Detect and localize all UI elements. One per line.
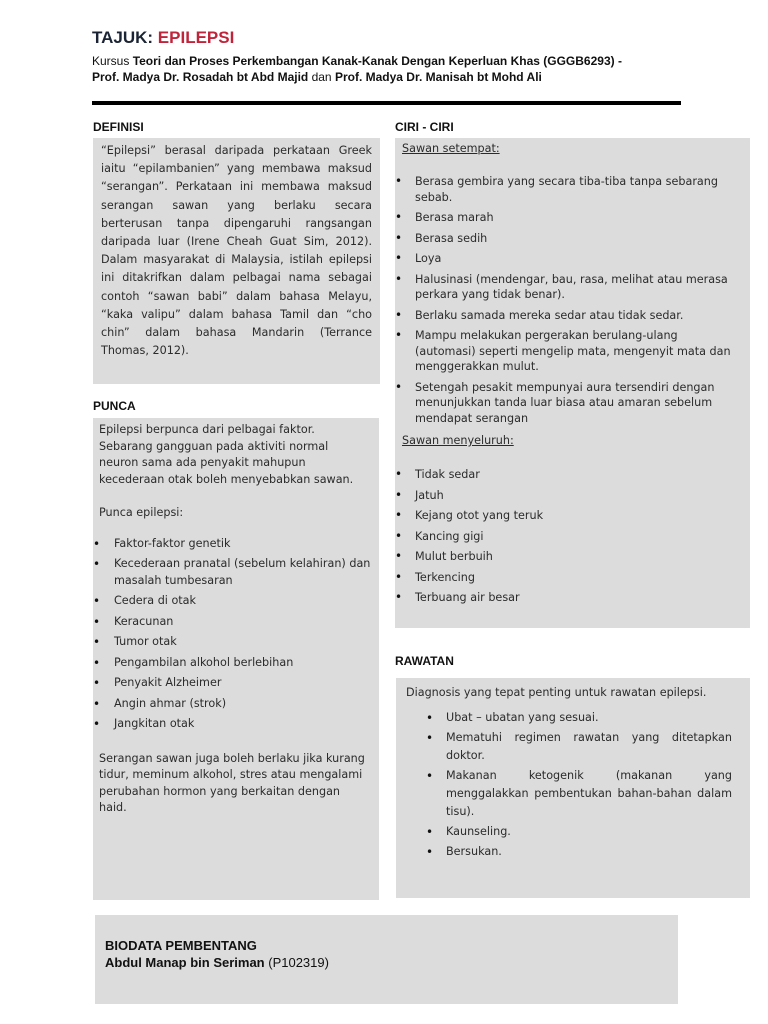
list-item: • Cedera di otak — [93, 593, 371, 610]
header-divider — [92, 101, 681, 105]
list-item: • Kejang otot yang teruk — [395, 508, 740, 524]
definisi-box — [93, 138, 380, 384]
list-item: • Berasa gembira yang secara tiba-tiba tanpa sebarang sebab. — [395, 174, 740, 205]
list-item: • Setengah pesakit mempunyai aura tersendiri dengan menunjukkan tanda luar biasa atau amaran sebelum mendapat serangan — [395, 380, 740, 427]
definisi-text: “Epilepsi” berasal daripada perkataan Greek iaitu “epilambanien” yang membawa maksud “serangan”. Perkataan ini membawa maksud serangan sawan yang berlaku secara berterusan tanpa dipengaruhi rangsangan daripada luar (Irene Cheah Guat Sim, 2012). Dalam masyarakat di Malaysia, istilah epilepsi ini ditakrifkan dalam pelbagai nama sebagai contoh “sawan babi” dalam bahasa Melayu, “kaka valipu” dalam bahasa Tamil dan “cho chin” dalam bahasa Mandarin (Terrance Thomas, 2012). — [101, 144, 372, 358]
list-item: • Halusinasi (mendengar, bau, rasa, melihat atau merasa perkara yang tidak benar). — [395, 272, 740, 303]
list-item: • Makanan ketogenik (makanan yang menggalakkan pembentukan bahan-bahan dalam tisu). — [426, 767, 732, 821]
sawan-menyeluruh-list — [401, 467, 740, 606]
list-item: • Mematuhi regimen rawatan yang ditetapkan doktor. — [426, 729, 732, 765]
list-item: • Mulut berbuih — [395, 549, 740, 565]
definisi-heading: DEFINISI — [93, 120, 144, 134]
list-item: • Berasa marah — [395, 210, 740, 226]
rawatan-list — [426, 709, 732, 861]
rawatan-heading: RAWATAN — [395, 654, 454, 668]
punca-closing: Serangan sawan juga boleh berlaku jika kurang tidur, meminum alkohol, stres atau mengalami perubahan hormon yang berkaitan dengan haid. — [99, 751, 365, 814]
lecturer-1: Prof. Madya Dr. Rosadah bt Abd Majid — [92, 70, 309, 84]
list-item: • Tidak sedar — [395, 467, 740, 483]
page-title — [92, 28, 234, 48]
lecturer-2: Prof. Madya Dr. Manisah bt Mohd Ali — [334, 70, 542, 84]
rawatan-box — [396, 678, 750, 898]
title-prefix: TAJUK: — [92, 28, 158, 47]
ciri-box — [395, 138, 750, 628]
list-item: • Faktor-faktor genetik — [93, 536, 371, 553]
list-item: • Berasa sedih — [395, 231, 740, 247]
lecturer-join: dan — [308, 70, 335, 84]
punca-box — [93, 418, 379, 900]
list-item: • Jangkitan otak — [93, 716, 371, 733]
list-item: • Angin ahmar (strok) — [93, 696, 371, 713]
list-item: • Kaunseling. — [426, 823, 732, 841]
title-topic: EPILEPSI — [157, 28, 235, 47]
rawatan-intro: Diagnosis yang tepat penting untuk rawatan epilepsi. — [406, 686, 707, 699]
list-item: • Terkencing — [395, 570, 740, 586]
punca-intro: Epilepsi berpunca dari pelbagai faktor. Sebarang gangguan pada aktiviti normal neuron sama ada penyakit mahupun kecederaan otak boleh menyebabkan sawan. — [99, 423, 354, 486]
list-item: • Tumor otak — [93, 634, 371, 651]
list-item: • Bersukan. — [426, 843, 732, 861]
list-item: • Kecederaan pranatal (sebelum kelahiran) dan masalah tumbesaran — [93, 556, 371, 589]
list-item: • Pengambilan alkohol berlebihan — [93, 655, 371, 672]
punca-heading: PUNCA — [93, 399, 136, 413]
list-item: • Jatuh — [395, 488, 740, 504]
presenter-id: (P102319) — [264, 955, 329, 970]
sawan-menyeluruh-title: Sawan menyeluruh: — [402, 434, 514, 447]
list-item: • Berlaku samada mereka sedar atau tidak sedar. — [395, 308, 740, 324]
list-item: • Mampu melakukan pergerakan berulang-ulang (automasi) seperti mengelip mata, mengenyit mata dan menggerakkan mulut. — [395, 328, 740, 375]
list-item: • Penyakit Alzheimer — [93, 675, 371, 692]
presenter-name: Abdul Manap bin Seriman — [105, 955, 265, 970]
punca-subhead: Punca epilepsi: — [99, 506, 184, 519]
list-item: • Ubat – ubatan yang sesuai. — [426, 709, 732, 727]
list-item: • Terbuang air besar — [395, 590, 740, 606]
course-lead: Kursus — [92, 54, 133, 68]
sawan-setempat-list — [401, 174, 740, 426]
course-info — [92, 53, 682, 85]
ciri-heading: CIRI - CIRI — [395, 120, 454, 134]
list-item: • Kancing gigi — [395, 529, 740, 545]
biodata-box — [95, 915, 678, 1004]
list-item: • Loya — [395, 251, 740, 267]
presenter-line — [105, 954, 668, 971]
course-name: Teori dan Proses Perkembangan Kanak-Kanak Dengan Keperluan Khas (GGGB6293) - — [132, 54, 622, 68]
biodata-title: BIODATA PEMBENTANG — [105, 938, 257, 953]
list-item: • Keracunan — [93, 614, 371, 631]
sawan-setempat-title: Sawan setempat: — [402, 142, 500, 155]
punca-list — [99, 536, 371, 733]
